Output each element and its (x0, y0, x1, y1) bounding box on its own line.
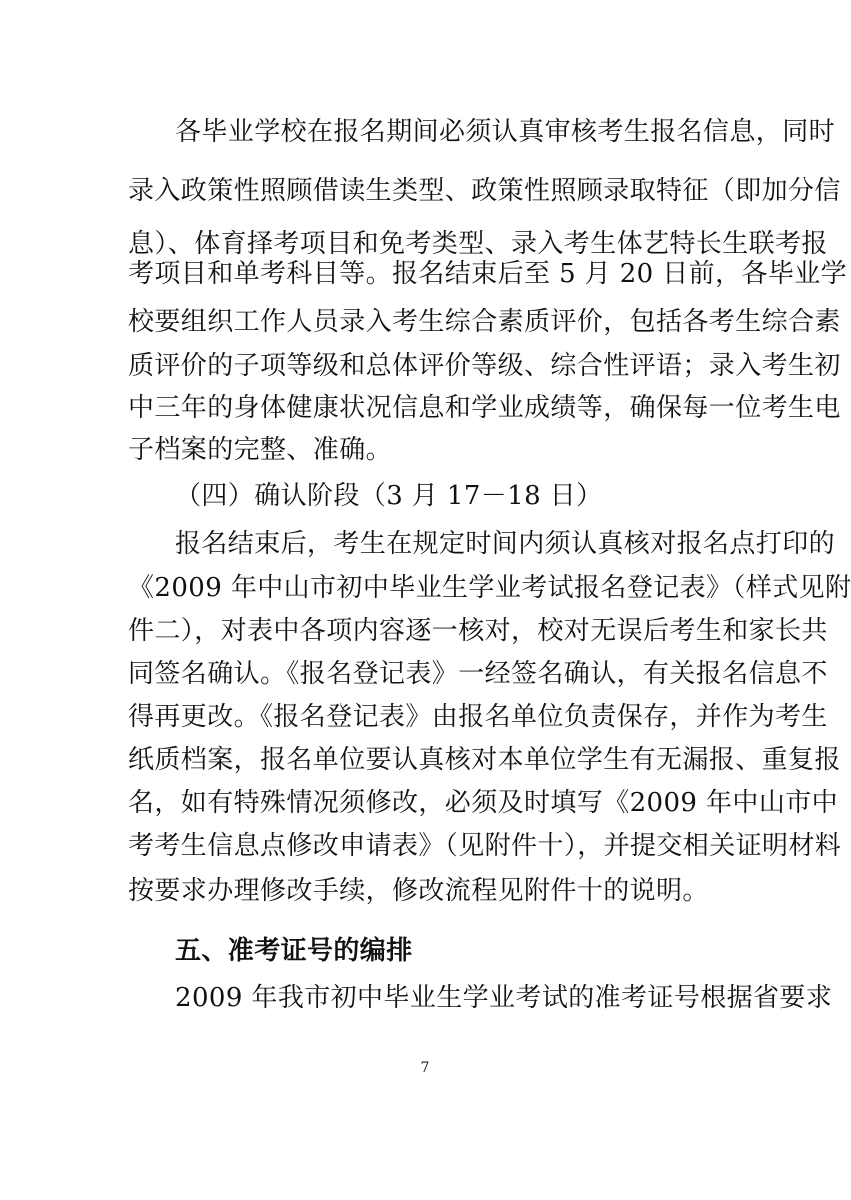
paragraph-1-line-8: 子档案的完整、准确。 (128, 435, 393, 465)
paragraph-2-line-2: 《2009 年中山市初中毕业生学业考试报名登记表》（样式见附 (128, 573, 851, 603)
chapter-heading: 五、准考证号的编排 (175, 936, 413, 966)
section-heading: （四）确认阶段（3 月 17－18 日） (175, 481, 603, 511)
page-number: 7 (420, 1060, 430, 1076)
paragraph-3-line-1: 2009 年我市初中毕业生学业考试的准考证号根据省要求 (175, 983, 833, 1013)
paragraph-1-line-5: 校要组织工作人员录入考生综合素质评价，包括各考生综合素 (128, 307, 841, 337)
paragraph-1-line-2: 录入政策性照顾借读生类型、政策性照顾录取特征（即加分信 (128, 176, 841, 206)
paragraph-2-line-1: 报名结束后，考生在规定时间内须认真核对报名点打印的 (175, 529, 836, 559)
paragraph-2-line-4: 同签名确认。《报名登记表》一经签名确认，有关报名信息不 (128, 659, 828, 689)
paragraph-1-line-4: 考项目和单考科目等。报名结束后至 5 月 20 日前，各毕业学 (128, 259, 848, 289)
paragraph-1-line-7: 中三年的身体健康状况信息和学业成绩等，确保每一位考生电 (128, 393, 841, 423)
paragraph-1-line-6: 质评价的子项等级和总体评价等级、综合性评语；录入考生初 (128, 351, 841, 381)
paragraph-2-line-7: 名，如有特殊情况须修改，必须及时填写《2009 年中山市中 (128, 788, 839, 818)
paragraph-2-line-8: 考考生信息点修改申请表》（见附件十），并提交相关证明材料 (128, 831, 842, 861)
paragraph-2-line-9: 按要求办理修改手续，修改流程见附件十的说明。 (128, 876, 709, 906)
paragraph-2-line-3: 件二），对表中各项内容逐一核对，校对无误后考生和家长共 (128, 616, 828, 646)
paragraph-1-line-3: 息）、体育择考项目和免考类型、录入考生体艺特长生联考报 (128, 229, 828, 259)
paragraph-1-line-1: 各毕业学校在报名期间必须认真审核考生报名信息，同时 (175, 117, 836, 147)
paragraph-2-line-5: 得再更改。《报名登记表》由报名单位负责保存，并作为考生 (128, 702, 828, 732)
paragraph-2-line-6: 纸质档案，报名单位要认真核对本单位学生有无漏报、重复报 (128, 745, 841, 775)
